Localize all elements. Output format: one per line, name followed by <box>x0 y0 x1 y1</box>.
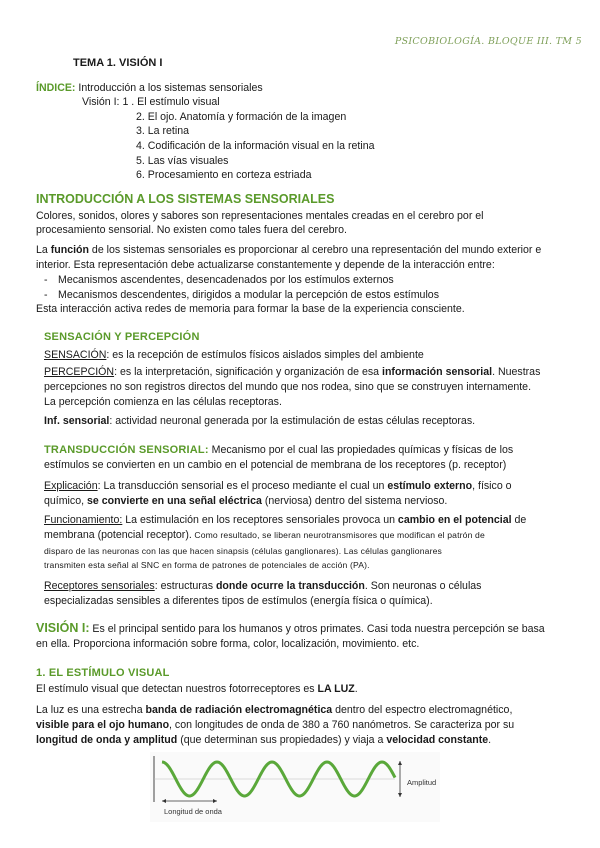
index-item: 1 . El estímulo visual <box>122 96 220 108</box>
index-line-vision <box>82 96 220 109</box>
term: Explicación <box>44 480 98 492</box>
course-header: PSICOBIOLOGÍA. BLOQUE III. TM 5 <box>394 36 582 47</box>
function-paragraph-line: interior. Esta representación debe actualizarse constantemente y depende de la interacción entre: <box>36 259 495 271</box>
text-run: membrana (potencial receptor). <box>44 529 192 541</box>
bold-run: Inf. sensorial <box>44 415 110 427</box>
bold-run: LA LUZ <box>317 683 355 695</box>
text-run: . <box>488 734 492 746</box>
text-run: . Son neuronas o células <box>364 580 482 592</box>
wavelength-label: Longitud de onda <box>164 807 222 816</box>
intro-paragraph-line: Esta interacción activa redes de memoria para formar la base de la experiencia consciente. <box>36 303 465 315</box>
text-run: : es la recepción de estímulos físicos aislados simples del ambiente <box>106 349 424 361</box>
percepcion-line: percepciones no son registros directos del mundo que nos rodea, sino que se construyen internamente. <box>44 381 532 393</box>
estimulo-line <box>36 683 358 696</box>
intro-heading: INTRODUCCIÓN A LOS SISTEMAS SENSORIALES <box>36 192 335 206</box>
transduccion-heading: TRANSDUCCIÓN SENSORIAL: <box>44 444 209 456</box>
vision-line <box>36 622 545 636</box>
text-run: : estructuras <box>154 580 216 592</box>
term: SENSACIÓN <box>44 349 107 361</box>
bullet-item: Mecanismos descendentes, dirigidos a modular la percepción de estos estímulos <box>58 289 439 301</box>
vision-line: en ella. Proporciona información sobre forma, color, localización, movimiento. etc. <box>36 638 420 650</box>
page-title: TEMA 1. VISIÓN I <box>73 57 163 69</box>
bold-run: función <box>50 244 89 256</box>
bold-run: visible para el ojo humano <box>36 719 170 731</box>
text-run: de <box>511 514 527 526</box>
estimulo-paragraph-line <box>36 704 512 717</box>
sensacion-heading: SENSACIÓN Y PERCEPCIÓN <box>44 331 200 343</box>
bold-run: longitud de onda y amplitud <box>36 734 178 746</box>
bold-run: estímulo externo <box>387 480 473 492</box>
light-wave-figure <box>150 752 450 822</box>
vision-heading: VISIÓN I: <box>36 621 90 635</box>
bold-run: información sensorial <box>382 366 493 378</box>
term: PERCEPCIÓN <box>44 366 115 378</box>
text-run: La luz es una estrecha <box>36 704 146 716</box>
bold-run: se convierte en una señal eléctrica <box>86 495 262 507</box>
bullet-dash-icon: - <box>44 289 48 301</box>
text-run: de los sistemas sensoriales es proporcionar al cerebro una representación del mundo exterior e <box>88 244 542 256</box>
intro-paragraph-line: Colores, sonidos, olores y sabores son representaciones mentales creadas en el cerebro por el <box>36 210 484 222</box>
bullet-dash-icon: - <box>44 274 48 286</box>
function-paragraph-line <box>36 244 541 257</box>
bold-run: donde ocurre la transducción <box>215 580 365 592</box>
index-vision-label: Visión I: <box>82 96 120 108</box>
index-line-intro <box>36 82 263 95</box>
text-run: . Nuestras <box>492 366 541 378</box>
bold-run: banda de radiación electromagnética <box>145 704 333 716</box>
bullet-item: Mecanismos ascendentes, desencadenados por los estímulos externos <box>58 274 394 286</box>
text-run: Es el principal sentido para los humanos y otros primates. Casi toda nuestra percepción se basa <box>89 623 545 635</box>
index-item: 6. Procesamiento en corteza estriada <box>136 169 312 181</box>
index-item: 4. Codificación de la información visual en la retina <box>136 140 375 152</box>
funcionamiento-line <box>44 529 485 542</box>
text-run: Mecanismo por el cual las propiedades químicas y físicas de los <box>208 444 514 456</box>
explicacion-line <box>44 495 447 508</box>
term: Receptores sensoriales <box>44 580 155 592</box>
transduccion-line <box>44 444 513 457</box>
text-run: (que determinan sus propiedades) y viaja a <box>177 734 387 746</box>
index-item: 3. La retina <box>136 125 190 137</box>
bold-run: cambio en el potencial <box>397 514 512 526</box>
explicacion-line <box>44 480 512 493</box>
text-run: (nerviosa) dentro del sistema nervioso. <box>261 495 448 507</box>
text-run: , físico o <box>472 480 512 492</box>
text-run: químico, <box>44 495 87 507</box>
amplitude-label: Amplitud <box>407 778 437 787</box>
text-run: La <box>36 244 51 256</box>
small-text-run: Como resultado, se liberan neurotransmisores que modifican el patrón de <box>191 530 485 540</box>
text-run: El estímulo visual que detectan nuestros fotorreceptores es <box>36 683 318 695</box>
percepcion-line: La percepción comienza en las células receptoras. <box>44 396 282 408</box>
estimulo-paragraph-line <box>36 719 514 732</box>
index-item: 2. El ojo. Anatomía y formación de la imagen <box>136 111 347 123</box>
receptores-line: especializadas sensibles a diferentes tipos de estímulos (energía física o química). <box>44 595 433 607</box>
estimulo-heading: 1. EL ESTÍMULO VISUAL <box>36 667 170 679</box>
index-label: ÍNDICE: <box>36 82 76 94</box>
text-run: : actividad neuronal generada por la estimulación de estas células receptoras. <box>109 415 476 427</box>
estimulo-paragraph-line <box>36 734 491 747</box>
text-run: , con longitudes de onda de 380 a 760 nanómetros. Se caracteriza por su <box>169 719 515 731</box>
text-run: : es la interpretación, significación y organización de esa <box>114 366 382 378</box>
text-run: : La transducción sensorial es el proceso mediante el cual un <box>97 480 388 492</box>
text-run: . <box>354 683 358 695</box>
funcionamiento-small-line: transmiten esta señal al SNC en forma de patrones de potenciales de acción (PA). <box>44 560 370 570</box>
funcionamiento-small-line: disparo de las neuronas con las que hacen sinapsis (células ganglionares). Las células ganglionares <box>44 546 442 556</box>
bold-run: velocidad constante <box>386 734 489 746</box>
receptores-line <box>44 580 481 593</box>
text-run: dentro del espectro electromagnético, <box>332 704 513 716</box>
percepcion-definition <box>44 366 540 379</box>
inf-sensorial-definition <box>44 415 475 428</box>
index-intro: Introducción a los sistemas sensoriales <box>78 82 263 94</box>
sensacion-definition <box>44 349 424 362</box>
intro-paragraph-line: procesamiento sensorial. No existen como tales fuera del cerebro. <box>36 224 347 236</box>
transduccion-line: estímulos se convierten en un cambio en el potencial de membrana de los receptores (p. receptor) <box>44 459 507 471</box>
funcionamiento-line <box>44 514 526 527</box>
text-run: La estimulación en los receptores sensoriales provoca un <box>122 514 398 526</box>
index-item: 5. Las vías visuales <box>136 155 229 167</box>
term: Funcionamiento: <box>44 514 123 526</box>
